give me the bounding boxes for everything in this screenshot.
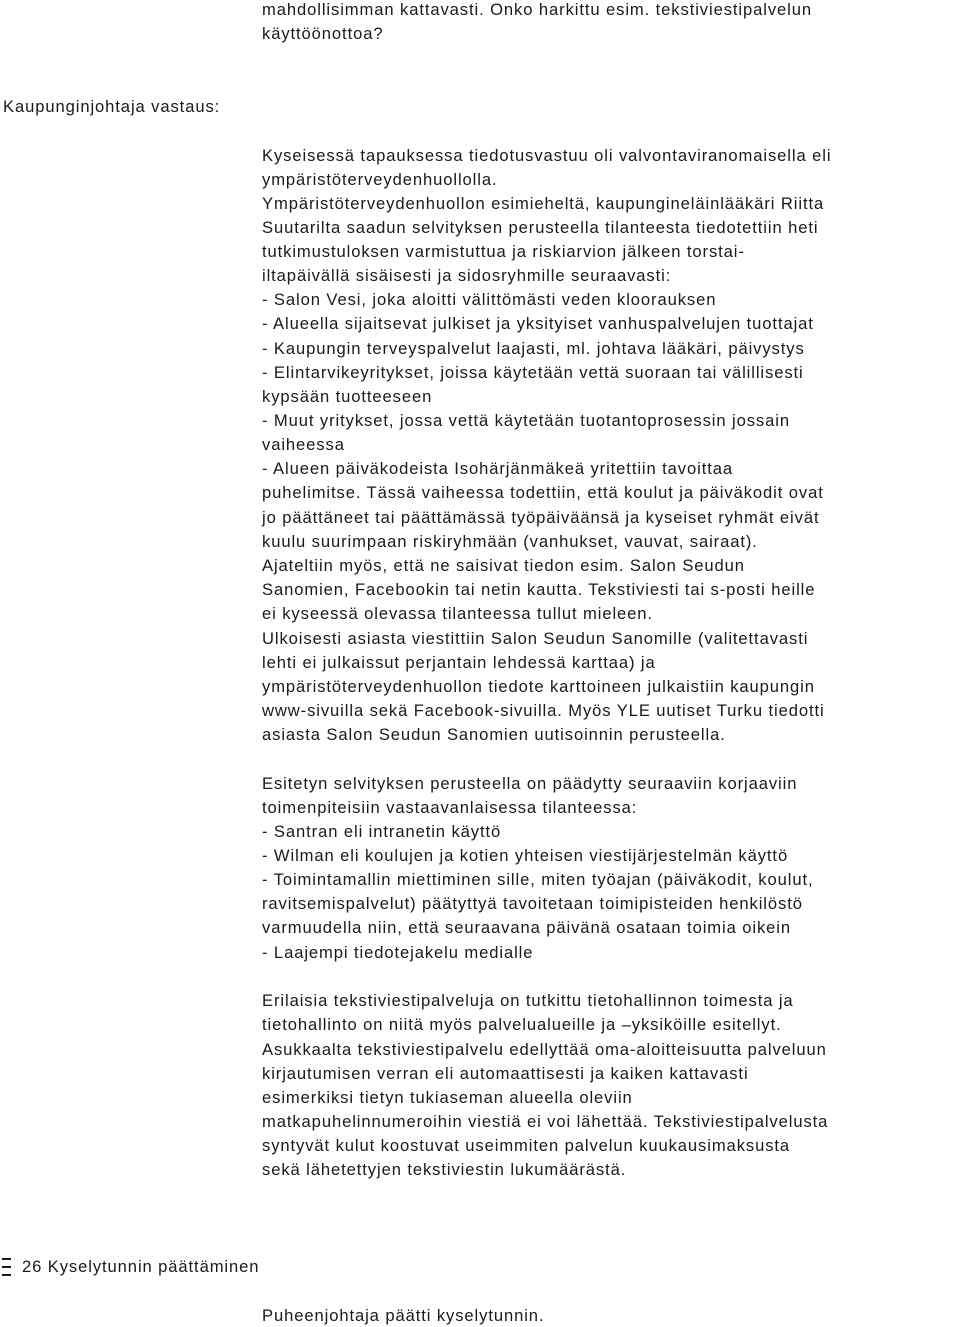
section-title: 26 Kyselytunnin päättäminen: [22, 1257, 260, 1276]
list-item: - Toimintamallin miettiminen sille, miten työajan (päiväkodit, koulut,: [262, 870, 814, 889]
text-line: vaiheessa: [262, 435, 345, 454]
text-line: esimerkiksi tietyn tukiaseman alueella oleviin: [262, 1088, 633, 1107]
text-line: toimenpiteisiin vastaavanlaisessa tilanteessa:: [262, 798, 638, 817]
question-line: käyttöönottoa?: [262, 24, 384, 43]
list-item: - Laajempi tiedotejakelu medialle: [262, 943, 534, 962]
text-line: iltapäivällä sisäisesti ja sidosryhmille seuraavasti:: [262, 266, 672, 285]
answer-heading: Kaupunginjohtaja vastaus:: [3, 97, 221, 116]
list-item: - Muut yritykset, jossa vettä käytetään tuotantoprosessin jossain: [262, 411, 790, 430]
list-item: - Wilman eli koulujen ja kotien yhteisen viestijärjestelmän käyttö: [262, 846, 789, 865]
text-line: kypsään tuotteeseen: [262, 387, 433, 406]
text-line: syntyvät kulut koostuvat useimmiten palvelun kuukausimaksusta: [262, 1136, 791, 1155]
text-line: asiasta Salon Seudun Sanomien uutisoinnin perusteella.: [262, 725, 726, 744]
text-line: ympäristöterveydenhuollon tiedote karttoineen julkaistiin kaupungin: [262, 677, 815, 696]
list-item: - Kaupungin terveyspalvelut laajasti, ml. johtava lääkäri, päivystys: [262, 339, 805, 358]
text-line: tietohallinto on niitä myös palvelualueille ja –yksiköille esitellyt.: [262, 1015, 782, 1034]
text-line: jo päättäneet tai päättämässä työpäiväänsä ja kyseiset ryhmät eivät: [262, 508, 820, 527]
text-line: puhelimitse. Tässä vaiheessa todettiin, että koulut ja päiväkodit ovat: [262, 483, 824, 502]
section-sign-icon: [2, 1258, 11, 1276]
text-line: varmuudella niin, että seuraavana päivänä osataan toimia oikein: [262, 918, 791, 937]
question-line: mahdollisimman kattavasti. Onko harkittu esim. tekstiviestipalvelun: [262, 0, 813, 19]
list-item: - Santran eli intranetin käyttö: [262, 822, 502, 841]
text-line: Esitetyn selvityksen perusteella on päädytty seuraaviin korjaaviin: [262, 774, 798, 793]
text-line: Sanomien, Facebookin tai netin kautta. Tekstiviesti tai s-posti heille: [262, 580, 816, 599]
text-line: sekä lähetettyjen tekstiviestin lukumäärästä.: [262, 1160, 627, 1179]
text-line: ei kyseessä olevassa tilanteessa tullut mieleen.: [262, 604, 653, 623]
text-line: tutkimustuloksen varmistuttua ja riskiarvion jälkeen torstai-: [262, 242, 745, 261]
text-line: Erilaisia tekstiviestipalveluja on tutkittu tietohallinnon toimesta ja: [262, 991, 794, 1010]
text-line: Kyseisessä tapauksessa tiedotusvastuu oli valvontaviranomaisella eli: [262, 146, 832, 165]
text-line: Asukkaalta tekstiviestipalvelu edellyttää oma-aloitteisuutta palveluun: [262, 1040, 827, 1059]
text-line: www-sivuilla sekä Facebook-sivuilla. Myös YLE uutiset Turku tiedotti: [262, 701, 825, 720]
text-line: matkapuhelinnumeroihin viestiä ei voi lähettää. Tekstiviestipalvelusta: [262, 1112, 829, 1131]
list-item: - Alueella sijaitsevat julkiset ja yksityiset vanhuspalvelujen tuottajat: [262, 314, 814, 333]
text-line: kuulu suurimpaan riskiryhmään (vanhukset, vauvat, sairaat).: [262, 532, 758, 551]
decision-text: Puheenjohtaja päätti kyselytunnin.: [262, 1306, 545, 1325]
text-line: ympäristöterveydenhuollolla.: [262, 170, 498, 189]
text-line: Ympäristöterveydenhuollon esimieheltä, kaupungineläinlääkäri Riitta: [262, 194, 825, 213]
text-line: Ulkoisesti asiasta viestittiin Salon Seudun Sanomille (valitettavasti: [262, 629, 809, 648]
text-line: kirjautumisen verran eli automaattisesti ja kaiken kattavasti: [262, 1064, 749, 1083]
text-line: lehti ei julkaissut perjantain lehdessä karttaa) ja: [262, 653, 656, 672]
text-line: ravitsemispalvelut) päätyttyä tavoitetaan toimipisteiden henkilöstö: [262, 894, 803, 913]
list-item: - Alueen päiväkodeista Isohärjänmäkeä yritettiin tavoittaa: [262, 459, 733, 478]
text-line: Ajateltiin myös, että ne saisivat tiedon esim. Salon Seudun: [262, 556, 745, 575]
text-line: Suutarilta saadun selvityksen perusteella tilanteesta tiedotettiin heti: [262, 218, 819, 237]
list-item: - Salon Vesi, joka aloitti välittömästi veden kloorauksen: [262, 290, 717, 309]
list-item: - Elintarvikeyritykset, joissa käytetään vettä suoraan tai välillisesti: [262, 363, 804, 382]
